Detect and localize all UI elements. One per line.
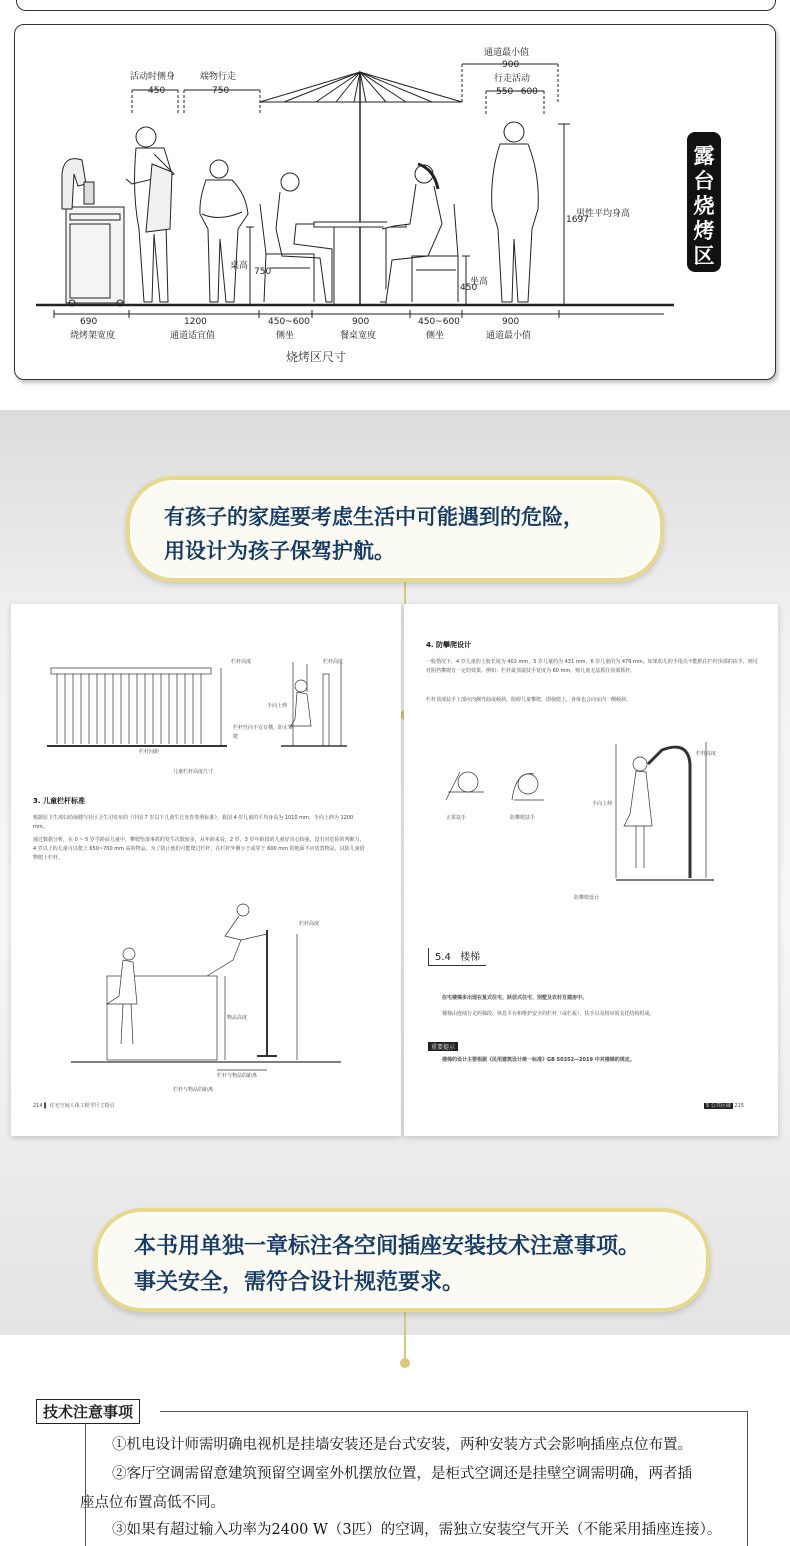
- grill-hood: [62, 159, 86, 209]
- label-turn: 活动时侧身: [130, 72, 176, 82]
- notes-title: 技术注意事项: [36, 1399, 140, 1424]
- standing-man-head: [504, 122, 524, 142]
- right-footer: [704, 1102, 744, 1111]
- left-book-title: 住宅空间人体工程学尺寸指引: [49, 1103, 115, 1109]
- label-table-width: 餐桌宽度: [340, 331, 377, 341]
- value-male-height: 1697: [566, 215, 589, 225]
- left-page-figures: [11, 604, 401, 1136]
- tip-badge: 重要提示: [428, 1042, 458, 1051]
- fig1-label-rail-height-2: 栏杆高度: [323, 659, 344, 665]
- walker-head: [210, 160, 228, 178]
- right-paragraph-1: 一般情况下，4 岁儿童的上肢长度为 402 mm，5 岁儿童的为 431 mm，6 岁儿童的为 479 mm。如果幼儿的手指尖不能抓住栏杆顶部的扶手，则可对阻挡攀爬有一定的效果。例如：栏杆最顶端扶手宽度为 60 mm，则儿童无法抓住顶部抓杆。: [426, 659, 758, 674]
- label-min-aisle: 通道最小值: [486, 331, 532, 341]
- fig1-label-rail-height: 栏杆高度: [231, 659, 252, 665]
- value-table-height: 750: [254, 267, 272, 277]
- value-min-pass: 900: [502, 60, 520, 70]
- notes-top-rule: [160, 1411, 748, 1412]
- label-seat-height: 坐高: [470, 277, 489, 287]
- right-paragraph-2: 栏杆顶部扶手上部应内侧弯曲或倾斜，阻碍儿童攀爬。即使爬上，身体也会向室内一侧倾斜。: [426, 697, 632, 703]
- left-paragraph-1: 根据原卫生部妇幼保健与社区卫生司发布的《中国 7 岁以下儿童生长发育参照标准》，我国 4 岁儿童的平均身高为 1010 mm，手向上伸为 1200 mm。: [33, 815, 354, 830]
- side-tag-terrace-bbq: 露台烧烤区: [687, 132, 721, 272]
- fig-label-anticlimb-handrail: 防攀爬扶手: [510, 815, 536, 821]
- callout-1-line-1: 有孩子的家庭要考虑生活中可能遇到的危险，: [164, 505, 584, 529]
- railing-bars: [57, 674, 201, 744]
- dim-table: 900: [352, 317, 370, 327]
- label-table-height: 桌高: [230, 261, 249, 271]
- book-page-right: [404, 604, 778, 1136]
- fig1-caption: 儿童栏杆高度尺寸: [173, 769, 214, 775]
- fig2-label-rail-height: 栏杆高度: [299, 921, 320, 927]
- dim-grill: 690: [80, 317, 98, 327]
- fig1-label-rail-spacing: 栏杆间距: [139, 749, 160, 755]
- fig1-label-no-crossbar: 栏杆竖向不宜有横，防止攀爬: [233, 725, 294, 740]
- stair-intro-2: 楼梯由连续行走的梯段、休息平台和维护安全的栏杆（或栏板）、扶手以及相应的支托结构组成。: [442, 1011, 655, 1017]
- fig-label-normal-handrail: 正常扶手: [446, 815, 467, 821]
- fig2-caption: 栏杆与物品的距离: [173, 1087, 214, 1093]
- notes-left-rule: [85, 1411, 86, 1546]
- bbq-caption: 烧烤区尺寸: [286, 350, 347, 364]
- label-side-seat-1: 侧坐: [276, 331, 295, 341]
- section-number: 5.4: [435, 952, 451, 963]
- stair-intro-1: 住宅楼梯多出现在复式住宅、跃层式住宅、别墅及农村自建房中。: [442, 995, 588, 1001]
- note-2-line-2: 座点位布置高低不同。: [80, 1495, 225, 1511]
- fig2-label-object-height: 物品高度: [227, 1015, 248, 1021]
- section-title: 楼梯: [460, 952, 481, 963]
- label-walk: 端物行走: [200, 72, 237, 82]
- left-heading: 3. 儿童栏杆标准: [33, 797, 85, 805]
- left-footer: 214 ▌ 住宅空间人体工程学尺寸指引: [33, 1103, 115, 1109]
- callout-2-line-2: 事关安全，需符合设计规范要求。: [134, 1270, 465, 1295]
- note-1: ①机电设计师需明确电视机是挂墙安装还是台式安装，两种安装方式会影响插座点位布置。: [112, 1437, 692, 1453]
- label-aisle-ideal: 通道适宜值: [170, 331, 216, 341]
- value-walk-act: 550~600: [496, 87, 538, 97]
- label-walk-act: 行走活动: [494, 74, 531, 84]
- callout-socket-notes: [94, 1208, 710, 1312]
- tip-text: 楼梯的设计主要根据《民用建筑设计统一标准》GB 50352—2019 中对楼梯的规定。: [442, 1057, 635, 1063]
- callout-children-safety: [126, 476, 664, 582]
- right-heading: 4. 防攀爬设计: [426, 641, 471, 649]
- grill-cabinet: [66, 207, 124, 303]
- value-walk: 750: [212, 86, 230, 96]
- previous-card-edge: [16, 0, 776, 11]
- connector-dot-2: [400, 1358, 410, 1368]
- fig-caption-anticlimb: 防攀爬设计: [574, 895, 600, 901]
- label-min-pass: 通道最小值: [484, 48, 530, 58]
- notes-right-rule: [747, 1411, 748, 1546]
- label-male-height: 男性平均身高: [576, 209, 631, 219]
- fig-label-hand-up: 手向上伸: [592, 801, 613, 807]
- seated-man-head: [281, 173, 299, 191]
- note-2-line-1: ②客厅空调需留意建筑预留空调室外机摆放位置，是柜式空调还是挂壁空调需明确，两者插: [112, 1466, 692, 1482]
- dim-aisle: 1200: [184, 317, 207, 327]
- value-seat-height: 450: [460, 283, 478, 293]
- callout-2-line-1: 本书用单独一章标注各空间插座安装技术注意事项。: [134, 1234, 641, 1259]
- dim-side-seat-1: 450~600: [268, 317, 310, 327]
- value-turn: 450: [148, 86, 166, 96]
- bbq-area-diagram: [14, 24, 774, 378]
- fig1-label-hand-up: 手向上伸: [267, 703, 288, 709]
- label-grill-width: 烧烤架宽度: [70, 331, 116, 341]
- left-paragraph-2: 通过数据分析，在 0 ~ 5 岁学龄前儿童中，攀爬坠落事故的发生次数较多，从年龄来看，2 岁、3 岁年龄段的儿童好奇心较强，没有对危险的判断力，4 岁以上的儿童可以爬上 650~700 mm 高的物品。为了防止他们可能爬过栏杆，在栏杆外侧小于或等于 600 mm 的地面不应放置物品，以防儿童借物爬上栏杆。: [33, 837, 365, 861]
- right-chapter-tag: 5 公共区域: [706, 1103, 731, 1109]
- fig-label-rail-height: 栏杆高度: [696, 751, 717, 757]
- book-page-left: [11, 604, 401, 1136]
- fig2-label-distance: 栏杆与物品的距离: [217, 1073, 258, 1079]
- section-5-4: [428, 948, 486, 966]
- right-page-number: 215: [734, 1103, 744, 1109]
- dim-side-seat-2: 450~600: [418, 317, 460, 327]
- note-3: ③如果有超过输入功率为2400 W（3匹）的空调，需独立安装空气开关（不能采用插座连接）。: [112, 1522, 722, 1538]
- connector-line-2: [404, 1312, 406, 1360]
- standing-man-body: [492, 144, 539, 302]
- griller-head: [136, 127, 156, 147]
- left-page-number: 214: [33, 1103, 43, 1109]
- dim-min-aisle: 900: [502, 317, 520, 327]
- label-side-seat-2: 侧坐: [426, 331, 445, 341]
- callout-1-line-2: 用设计为孩子保驾护航。: [164, 539, 395, 563]
